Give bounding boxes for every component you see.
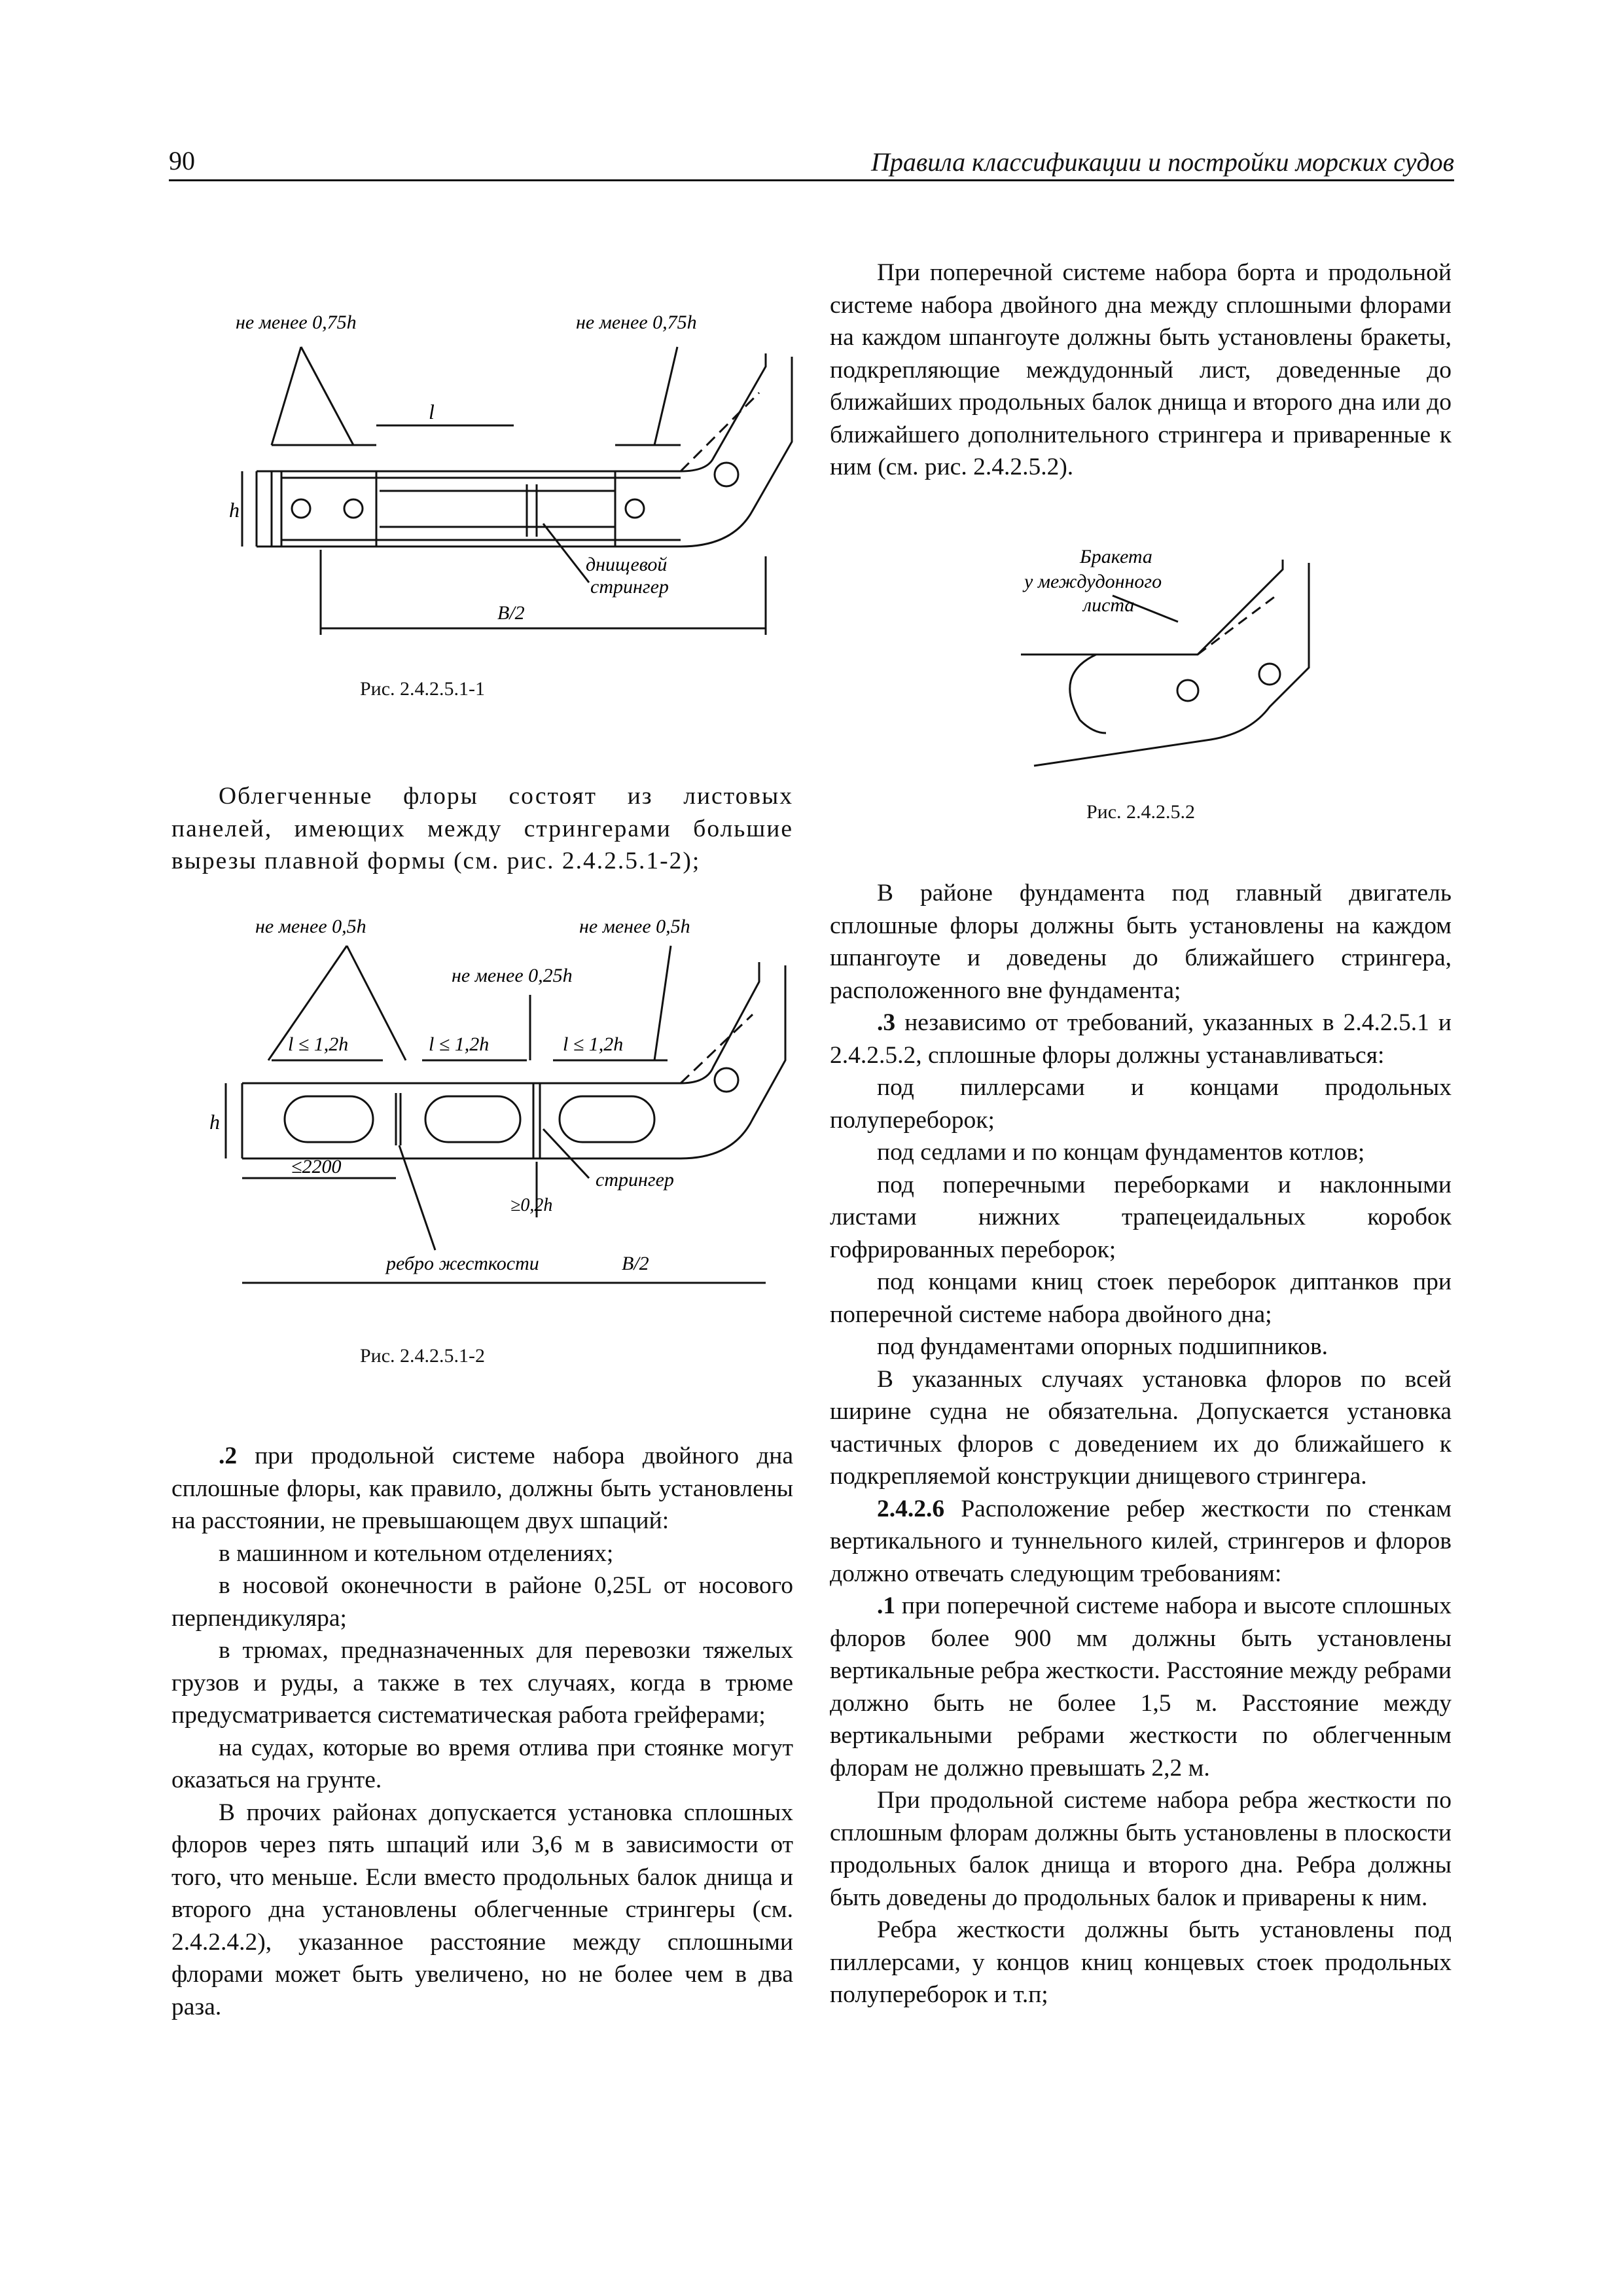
fig3-caption: Рис. 2.4.2.5.2 [1086,801,1196,823]
running-title: Правила классификации и постройки морских судов [870,147,1454,177]
item-number: .2 [219,1443,238,1469]
fig2-caption: Рис. 2.4.2.5.1-2 [360,1345,486,1367]
section-number: 2.4.2.6 [877,1495,945,1522]
paragraph-text: при поперечной системе набора и высоте сплошных флоров более 900 мм должны быть установлены вертикальные ребра жесткости. Расстояние между ребрами должно быть не более 1,5 м. Расстояние между вертикальными ребрами жесткости по облегченным флорам не должно превышать 2,2 м. [830,1592,1452,1782]
paragraph [830,1493,1452,1590]
fig1-label-stringer-1: днищевой [586,554,668,575]
fig2-dim-1: l ≤ 1,2h [288,1033,349,1055]
item-number: .1 [877,1592,896,1619]
fig2-label-mid: не менее 0,25h [452,965,573,986]
paragraph: под фундаментами опорных подшипников. [877,1333,1329,1360]
paragraph: При продольной системе набора ребра жесткости по сплошным флорам должны быть установлены в плоскости продольных балок днища и второго дна. Ребра должны быть доведены до продольных балок и приварены к ним. [830,1787,1452,1911]
right-block-2 [830,877,1452,2011]
fig2-label-b2: B/2 [622,1253,649,1274]
paragraph: на судах, которые во время отлива при стоянке могут оказаться на грунте. [171,1734,793,1793]
fig2-label-h: h [209,1110,220,1134]
paragraph: под пиллерсами и концами продольных полупереборок; [830,1074,1452,1134]
fig3-label-3: листа [1083,594,1135,616]
fig1-caption: Рис. 2.4.2.5.1-1 [360,678,486,700]
fig3-label-1: Бракета [1080,546,1152,567]
paragraph: под поперечными переборками и наклонными листами нижних трапецеидальных коробок гофрированных переборок; [830,1171,1452,1263]
paragraph: В указанных случаях установка флоров по всей ширине судна не обязательна. Допускается установка частичных флоров с доведением их до ближайшего к подкрепляемой конструкции днищевого стрингера. [830,1365,1452,1490]
fig3-label-2: у междудонного [1024,571,1162,592]
fig1-label-b2: B/2 [497,602,525,624]
right-block-1 [830,257,1452,484]
fig1-label-h: h [229,498,240,522]
left-block-1 [171,780,793,878]
fig1-label-l: l [429,400,435,423]
paragraph-text: Расположение ребер жесткости по стенкам вертикального и туннельного килей, стрингеров и флоров должно отвечать следующим требованиям: [830,1495,1452,1587]
fig2-label-left: не менее 0,5h [255,916,366,937]
paragraph: в носовой оконечности в районе 0,25L от носового перпендикуляра; [171,1572,793,1632]
fig2-label-rib: ребро жесткости [386,1253,539,1274]
figure-2-4-2-5-1-2 [196,903,798,1309]
item-number: .3 [877,1009,896,1036]
left-block-2 [171,1440,793,2023]
paragraph: Облегченные флоры состоят из листовых панелей, имеющих между стрингерами большие вырезы плавной формы (см. рис. 2.4.2.5.1-2); [171,783,793,874]
paragraph-text: независимо от требований, указанных в 2.4.2.5.1 и 2.4.2.5.2, сплошные флоры должны устанавливаться: [830,1009,1452,1069]
fig2-label-2200: ≤2200 [291,1156,342,1177]
figure-2-4-2-5-1-1 [209,295,798,661]
fig2-label-02h: ≥0,2h [510,1195,553,1215]
paragraph [830,1007,1452,1071]
paragraph: В прочих районах допускается установка сплошных флоров через пять шпаций или 3,6 м в зависимости от того, что меньше. Если вместо продольных балок днища и второго дна установлены облегченные стрингеры (см. 2.4.2.4.2), указанное расстояние между сплошными флорами может быть увеличено, но не более чем в два раза. [171,1799,793,2020]
figure-2-4-2-5-2 [1021,543,1322,792]
fig2-label-stringer: стрингер [596,1169,674,1191]
page-number: 90 [169,146,195,175]
paragraph: под концами книц стоек переборок диптанков при поперечной системе набора двойного дна; [830,1268,1452,1328]
paragraph: В районе фундамента под главный двигатель сплошные флоры должны быть установлены на каждом шпангоуте и доведены до ближайшего стрингера, расположенного вне фундамента; [830,880,1452,1004]
fig2-label-right: не менее 0,5h [579,916,690,937]
paragraph: в машинном и котельном отделениях; [219,1539,614,1567]
fig2-dim-3: l ≤ 1,2h [563,1033,624,1055]
fig1-label-left: не менее 0,75h [236,312,357,333]
paragraph: в трюмах, предназначенных для перевозки тяжелых грузов и руды, а также в тех случаях, когда в трюме предусматривается систематическая работа грейферами; [171,1637,793,1729]
paragraph: При поперечной системе набора борта и продольной системе набора двойного дна между сплошными флорами на каждом шпангоуте должны быть установлены бракеты, подкрепляющие междудонный лист, доведенные до ближайших продольных балок днища и второго дна или до ближайшего дополнительного стрингера и приваренные к ним (см. рис. 2.4.2.5.2). [830,259,1452,480]
header-rule [169,179,1454,181]
fig2-dim-2: l ≤ 1,2h [429,1033,490,1055]
paragraph-text: при продольной системе набора двойного дна сплошные флоры, как правило, должны быть установлены на расстоянии, не превышающем двух шпаций: [171,1443,793,1534]
paragraph: Ребра жесткости должны быть установлены под пиллерсами, у концов книц концевых стоек продольных полупереборок и т.п; [830,1916,1452,2008]
fig1-label-right: не менее 0,75h [576,312,697,333]
fig1-label-stringer-2: стрингер [590,576,669,598]
paragraph: под седлами и по концам фундаментов котлов; [877,1139,1365,1166]
paragraph [171,1440,793,1537]
paragraph [830,1590,1452,1784]
